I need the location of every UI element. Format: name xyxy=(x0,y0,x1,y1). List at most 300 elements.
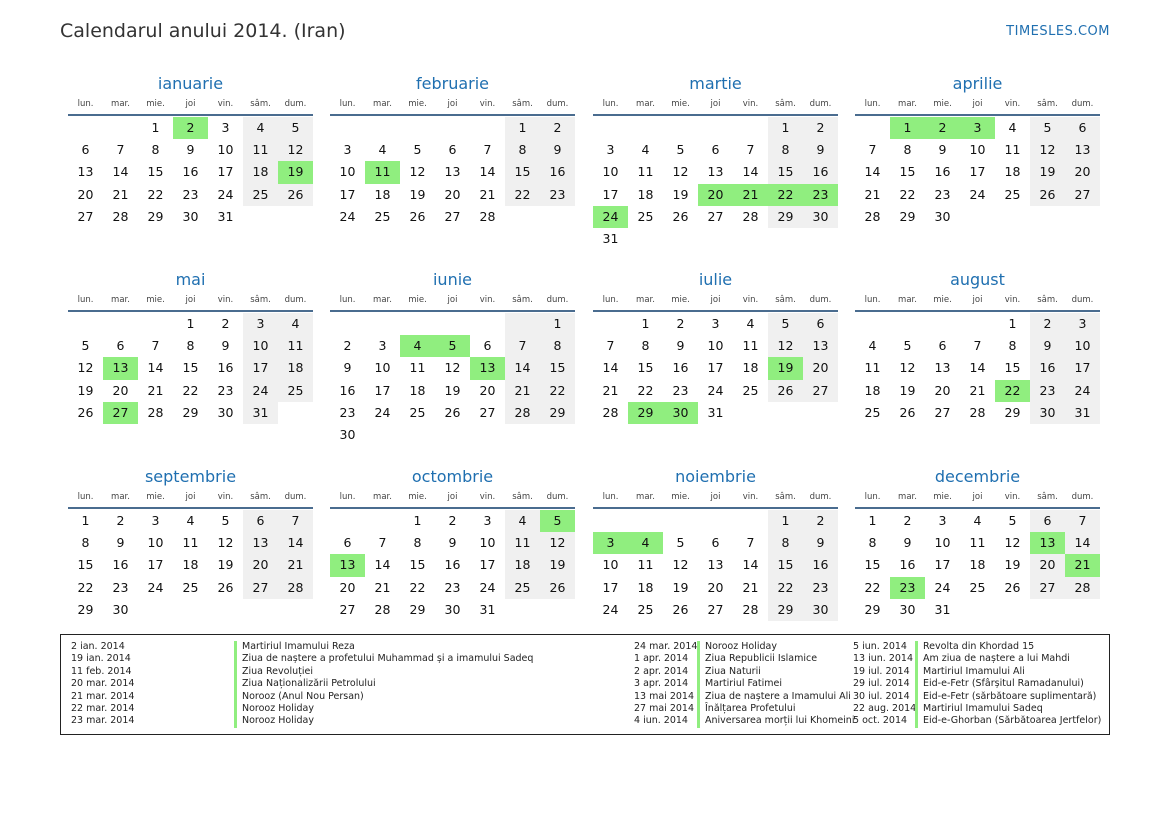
day-cell: 19 xyxy=(672,579,689,595)
day-cell: 5 xyxy=(676,535,685,551)
month-name: august xyxy=(950,270,1005,289)
empty-cell xyxy=(435,313,470,335)
day-cell: 3 xyxy=(378,338,387,354)
weekday-label: dum. xyxy=(1071,295,1094,305)
empty-cell xyxy=(628,510,663,532)
weekday-label: joi xyxy=(710,99,721,109)
day-cell: 5 xyxy=(903,338,912,354)
day-cell: 4 xyxy=(186,513,195,528)
day-cell: 2 xyxy=(116,513,125,528)
legend-holiday-name: Ziua de naștere a Imamului Ali xyxy=(697,691,851,703)
day-cell: 16 xyxy=(112,557,129,573)
day-cell: 23 xyxy=(182,186,199,202)
day-cell: 30 xyxy=(899,601,916,617)
holiday-day-cell: 13 xyxy=(1030,532,1065,554)
day-cell: 16 xyxy=(444,557,461,573)
day-cell: 21 xyxy=(479,186,496,202)
weekday-label: sâm. xyxy=(250,295,271,305)
legend-item xyxy=(71,691,533,703)
weekday-label: joi xyxy=(185,99,196,109)
weekday-label: mar. xyxy=(898,295,917,305)
day-cell: 18 xyxy=(278,357,313,379)
day-cell: 18 xyxy=(637,186,654,202)
day-cell: 6 xyxy=(448,142,457,158)
day-cell: 17 xyxy=(339,186,356,202)
day-cell: 9 xyxy=(116,535,125,551)
day-cell: 29 xyxy=(147,208,164,224)
day-cell: 24 xyxy=(1065,380,1100,402)
day-cell: 11 xyxy=(409,360,426,376)
month-aprilie xyxy=(855,72,1100,228)
weekday-label: lun. xyxy=(339,99,356,109)
holiday-day-cell: 1 xyxy=(890,117,925,139)
legend-date: 24 mar. 2014 xyxy=(634,641,698,652)
legend-date: 5 iun. 2014 xyxy=(853,641,907,652)
legend-item xyxy=(853,666,1101,678)
day-cell: 22 xyxy=(540,380,575,402)
weekday-label: lun. xyxy=(602,99,619,109)
day-cell: 15 xyxy=(768,161,803,183)
day-cell: 19 xyxy=(409,186,426,202)
day-cell: 11 xyxy=(637,164,654,180)
day-cell: 7 xyxy=(378,535,387,551)
empty-cell xyxy=(628,117,663,139)
day-cell: 6 xyxy=(343,535,352,551)
day-cell: 31 xyxy=(243,402,278,424)
holiday-day-cell: 2 xyxy=(925,117,960,139)
day-cell: 24 xyxy=(934,579,951,595)
weekday-label: mie. xyxy=(933,295,952,305)
day-cell: 24 xyxy=(479,579,496,595)
day-cell: 12 xyxy=(409,164,426,180)
holiday-day-cell: 24 xyxy=(593,206,628,228)
weekday-label: mar. xyxy=(636,295,655,305)
day-cell: 24 xyxy=(217,186,234,202)
weekday-label: dum. xyxy=(546,99,569,109)
weekday-header xyxy=(855,292,1100,312)
holiday-day-cell: 19 xyxy=(278,161,313,183)
day-cell: 17 xyxy=(602,579,619,595)
day-cell: 17 xyxy=(374,382,391,398)
legend-date: 4 iun. 2014 xyxy=(634,715,688,727)
empty-cell xyxy=(593,313,628,335)
legend-holiday-name: Norooz (Anul Nou Persan) xyxy=(234,691,364,703)
day-cell: 4 xyxy=(378,142,387,158)
empty-cell xyxy=(365,313,400,335)
day-cell: 18 xyxy=(409,382,426,398)
day-cell: 18 xyxy=(1004,164,1021,180)
day-cell: 25 xyxy=(409,404,426,420)
day-cell: 11 xyxy=(505,532,540,554)
day-cell: 25 xyxy=(742,382,759,398)
weekday-header xyxy=(68,96,313,116)
day-cell: 16 xyxy=(803,554,838,576)
day-cell: 22 xyxy=(147,186,164,202)
day-cell: 26 xyxy=(1030,184,1065,206)
legend-item xyxy=(853,641,1101,653)
day-cell: 12 xyxy=(217,535,234,551)
day-cell: 14 xyxy=(602,360,619,376)
day-cell: 15 xyxy=(899,164,916,180)
day-cell: 9 xyxy=(448,535,457,551)
weekday-label: mie. xyxy=(408,492,427,502)
empty-cell xyxy=(733,117,768,139)
empty-cell xyxy=(68,117,103,139)
legend-item xyxy=(634,641,854,653)
day-cell: 27 xyxy=(707,601,724,617)
day-cell: 30 xyxy=(217,404,234,420)
day-cell: 6 xyxy=(483,338,492,354)
legend-holiday-name: Ziua Naționalizării Petrolului xyxy=(234,678,376,690)
legend-column xyxy=(71,641,533,728)
weekday-label: dum. xyxy=(809,295,832,305)
day-cell: 12 xyxy=(1004,535,1021,551)
weekday-label: sâm. xyxy=(1037,99,1058,109)
legend-item xyxy=(853,653,1101,665)
weekday-label: sâm. xyxy=(250,492,271,502)
day-cell: 27 xyxy=(243,577,278,599)
legend-date: 19 ian. 2014 xyxy=(71,653,131,665)
day-cell: 8 xyxy=(540,335,575,357)
day-cell: 14 xyxy=(147,360,164,376)
day-cell: 4 xyxy=(505,510,540,532)
day-cell: 1 xyxy=(768,117,803,139)
day-cell: 7 xyxy=(606,338,615,354)
day-cell: 11 xyxy=(637,557,654,573)
day-grid xyxy=(855,509,1100,621)
day-cell: 3 xyxy=(711,316,720,331)
day-cell: 4 xyxy=(641,142,650,158)
legend-holiday-name: Martiriul Fatimei xyxy=(697,678,782,690)
empty-cell xyxy=(733,510,768,532)
day-cell: 3 xyxy=(221,120,230,135)
day-cell: 28 xyxy=(147,404,164,420)
empty-cell xyxy=(698,510,733,532)
weekday-label: joi xyxy=(447,295,458,305)
day-cell: 9 xyxy=(676,338,685,354)
holiday-day-cell: 3 xyxy=(593,532,628,554)
day-cell: 17 xyxy=(934,557,951,573)
day-cell: 24 xyxy=(243,380,278,402)
day-cell: 26 xyxy=(672,601,689,617)
day-cell: 13 xyxy=(707,557,724,573)
day-cell: 16 xyxy=(540,161,575,183)
weekday-label: lun. xyxy=(602,295,619,305)
day-cell: 12 xyxy=(278,139,313,161)
day-cell: 21 xyxy=(374,579,391,595)
day-cell: 10 xyxy=(217,142,234,158)
day-cell: 19 xyxy=(540,554,575,576)
weekday-label: vin. xyxy=(1004,492,1021,502)
legend-holiday-name: Eid-e-Ghorban (Sărbătoarea Jertfelor) xyxy=(915,715,1101,727)
legend-item xyxy=(71,666,533,678)
day-cell: 7 xyxy=(1065,510,1100,532)
day-cell: 8 xyxy=(1008,338,1017,354)
legend-item xyxy=(71,703,533,715)
day-cell: 2 xyxy=(448,513,457,528)
weekday-label: dum. xyxy=(809,99,832,109)
day-cell: 5 xyxy=(278,117,313,139)
day-cell: 18 xyxy=(969,557,986,573)
weekday-label: lun. xyxy=(602,492,619,502)
weekday-label: joi xyxy=(972,492,983,502)
day-cell: 10 xyxy=(243,335,278,357)
day-cell: 25 xyxy=(243,184,278,206)
day-cell: 2 xyxy=(1030,313,1065,335)
day-cell: 6 xyxy=(243,510,278,532)
day-cell: 15 xyxy=(505,161,540,183)
weekday-label: dum. xyxy=(284,99,307,109)
day-cell: 1 xyxy=(151,120,160,135)
day-cell: 26 xyxy=(540,577,575,599)
month-name: decembrie xyxy=(934,467,1021,486)
legend-item xyxy=(71,641,533,653)
legend-item xyxy=(634,715,854,727)
holiday-day-cell: 29 xyxy=(628,402,663,424)
day-cell: 2 xyxy=(221,316,230,331)
weekday-header xyxy=(593,96,838,116)
day-cell: 19 xyxy=(217,557,234,573)
day-cell: 12 xyxy=(768,335,803,357)
day-cell: 1 xyxy=(505,117,540,139)
weekday-label: vin. xyxy=(479,492,496,502)
day-cell: 17 xyxy=(217,164,234,180)
empty-cell xyxy=(138,313,173,335)
day-cell: 4 xyxy=(243,117,278,139)
day-cell: 14 xyxy=(112,164,129,180)
day-cell: 20 xyxy=(1065,161,1100,183)
day-cell: 6 xyxy=(803,313,838,335)
weekday-label: sâm. xyxy=(775,295,796,305)
legend-date: 27 mai 2014 xyxy=(634,702,695,714)
weekday-label: mie. xyxy=(408,99,427,109)
day-cell: 19 xyxy=(444,382,461,398)
day-cell: 27 xyxy=(479,404,496,420)
day-cell: 1 xyxy=(868,513,877,528)
day-cell: 16 xyxy=(1030,357,1065,379)
day-cell: 25 xyxy=(1004,186,1021,202)
empty-cell xyxy=(103,117,138,139)
day-cell: 26 xyxy=(899,404,916,420)
day-cell: 11 xyxy=(969,535,986,551)
weekday-header xyxy=(68,489,313,509)
holiday-day-cell: 22 xyxy=(995,380,1030,402)
holiday-day-cell: 2 xyxy=(173,117,208,139)
weekday-header xyxy=(593,292,838,312)
day-cell: 22 xyxy=(77,579,94,595)
weekday-label: mie. xyxy=(146,492,165,502)
day-cell: 9 xyxy=(903,535,912,551)
weekday-label: dum. xyxy=(1071,99,1094,109)
month-ianuarie xyxy=(68,72,313,228)
day-grid xyxy=(68,116,313,228)
day-cell: 18 xyxy=(374,186,391,202)
day-cell: 14 xyxy=(505,357,540,379)
day-cell: 13 xyxy=(444,164,461,180)
day-cell: 1 xyxy=(81,513,90,528)
day-cell: 10 xyxy=(707,338,724,354)
holiday-day-cell: 5 xyxy=(540,510,575,532)
day-cell: 24 xyxy=(374,404,391,420)
day-cell: 14 xyxy=(1065,532,1100,554)
month-martie xyxy=(593,72,838,250)
holiday-day-cell: 23 xyxy=(803,184,838,206)
weekday-label: lun. xyxy=(77,295,94,305)
day-cell: 6 xyxy=(711,535,720,551)
weekday-label: sâm. xyxy=(512,99,533,109)
day-cell: 7 xyxy=(151,338,160,354)
day-cell: 21 xyxy=(602,382,619,398)
legend-holiday-name: Aniversarea morții lui Khomeini xyxy=(697,715,854,727)
day-cell: 7 xyxy=(483,142,492,158)
legend-holiday-name: Înălțarea Profetului xyxy=(697,703,796,715)
legend-holiday-name: Martiriul Imamului Sadeq xyxy=(915,703,1043,715)
weekday-label: mie. xyxy=(671,99,690,109)
day-cell: 7 xyxy=(746,535,755,551)
day-cell: 29 xyxy=(540,402,575,424)
day-cell: 5 xyxy=(768,313,803,335)
holiday-day-cell: 4 xyxy=(400,335,435,357)
empty-cell xyxy=(400,313,435,335)
weekday-label: mar. xyxy=(636,492,655,502)
day-cell: 3 xyxy=(938,513,947,528)
day-grid xyxy=(68,509,313,621)
day-cell: 13 xyxy=(803,335,838,357)
day-grid xyxy=(330,116,575,228)
weekday-header xyxy=(330,292,575,312)
legend-item xyxy=(71,678,533,690)
day-cell: 2 xyxy=(803,510,838,532)
day-cell: 17 xyxy=(479,557,496,573)
day-cell: 22 xyxy=(899,186,916,202)
empty-cell xyxy=(925,313,960,335)
weekday-label: mie. xyxy=(146,99,165,109)
day-cell: 29 xyxy=(77,601,94,617)
day-cell: 27 xyxy=(444,208,461,224)
day-cell: 22 xyxy=(768,577,803,599)
legend-date: 5 oct. 2014 xyxy=(853,715,908,727)
weekday-label: vin. xyxy=(217,99,234,109)
day-cell: 23 xyxy=(540,184,575,206)
weekday-label: dum. xyxy=(546,492,569,502)
holiday-day-cell: 20 xyxy=(698,184,733,206)
day-cell: 18 xyxy=(637,579,654,595)
day-cell: 16 xyxy=(803,161,838,183)
weekday-label: mar. xyxy=(373,492,392,502)
legend-item xyxy=(71,715,533,727)
day-cell: 23 xyxy=(444,579,461,595)
legend-date: 2 apr. 2014 xyxy=(634,665,689,677)
day-cell: 25 xyxy=(505,577,540,599)
day-cell: 31 xyxy=(602,230,619,246)
day-cell: 23 xyxy=(1030,380,1065,402)
day-cell: 18 xyxy=(505,554,540,576)
empty-cell xyxy=(365,510,400,532)
brand-link[interactable]: TIMESLES.COM xyxy=(1006,24,1110,39)
day-cell: 5 xyxy=(221,513,230,528)
day-cell: 25 xyxy=(374,208,391,224)
day-cell: 21 xyxy=(864,186,881,202)
day-cell: 30 xyxy=(112,601,129,617)
day-cell: 27 xyxy=(803,380,838,402)
month-name: martie xyxy=(689,74,742,93)
day-cell: 5 xyxy=(676,142,685,158)
legend-holiday-name: Ziua Naturii xyxy=(697,666,761,678)
weekday-header xyxy=(330,489,575,509)
legend-holiday-name: Eid-e-Fetr (sărbătoare suplimentară) xyxy=(915,691,1096,703)
day-cell: 5 xyxy=(1008,513,1017,528)
day-cell: 24 xyxy=(969,186,986,202)
legend-date: 29 iul. 2014 xyxy=(853,678,910,690)
day-cell: 8 xyxy=(81,535,90,551)
day-cell: 25 xyxy=(278,380,313,402)
legend-item xyxy=(634,678,854,690)
legend-holiday-name: Norooz Holiday xyxy=(234,715,314,727)
holiday-day-cell: 23 xyxy=(890,577,925,599)
weekday-label: sâm. xyxy=(775,99,796,109)
day-cell: 21 xyxy=(147,382,164,398)
day-cell: 2 xyxy=(803,117,838,139)
day-cell: 7 xyxy=(868,142,877,158)
legend-holiday-name: Ziua de naștere a profetului Muhammad și a imamului Sadeq xyxy=(234,653,533,665)
day-cell: 15 xyxy=(540,357,575,379)
day-cell: 14 xyxy=(742,557,759,573)
holiday-day-cell: 13 xyxy=(103,357,138,379)
holiday-legend xyxy=(60,634,1110,735)
day-cell: 20 xyxy=(479,382,496,398)
day-cell: 27 xyxy=(934,404,951,420)
day-cell: 10 xyxy=(602,557,619,573)
legend-date: 1 apr. 2014 xyxy=(634,653,689,665)
weekday-label: mar. xyxy=(111,295,130,305)
weekday-label: dum. xyxy=(284,295,307,305)
legend-date: 3 apr. 2014 xyxy=(634,678,689,690)
day-cell: 11 xyxy=(243,139,278,161)
day-grid xyxy=(855,312,1100,424)
empty-cell xyxy=(400,117,435,139)
day-cell: 12 xyxy=(899,360,916,376)
legend-date: 21 mar. 2014 xyxy=(71,690,135,702)
day-cell: 27 xyxy=(1030,577,1065,599)
day-cell: 25 xyxy=(182,579,199,595)
weekday-label: joi xyxy=(710,492,721,502)
legend-date: 11 feb. 2014 xyxy=(71,665,132,677)
day-cell: 9 xyxy=(343,360,352,376)
day-cell: 12 xyxy=(444,360,461,376)
day-cell: 28 xyxy=(742,601,759,617)
day-cell: 23 xyxy=(672,382,689,398)
day-cell: 8 xyxy=(505,139,540,161)
day-cell: 20 xyxy=(339,579,356,595)
weekday-label: lun. xyxy=(864,99,881,109)
day-grid xyxy=(330,312,575,446)
month-septembrie xyxy=(68,465,313,621)
day-cell: 22 xyxy=(182,382,199,398)
weekday-header xyxy=(68,292,313,312)
day-cell: 16 xyxy=(934,164,951,180)
day-cell: 9 xyxy=(938,142,947,158)
day-cell: 8 xyxy=(903,142,912,158)
month-name: noiembrie xyxy=(675,467,756,486)
day-cell: 5 xyxy=(413,142,422,158)
day-cell: 29 xyxy=(768,599,803,621)
weekday-label: lun. xyxy=(339,492,356,502)
holiday-day-cell: 21 xyxy=(733,184,768,206)
weekday-label: joi xyxy=(710,295,721,305)
weekday-label: lun. xyxy=(339,295,356,305)
holiday-day-cell: 30 xyxy=(663,402,698,424)
day-cell: 19 xyxy=(77,382,94,398)
